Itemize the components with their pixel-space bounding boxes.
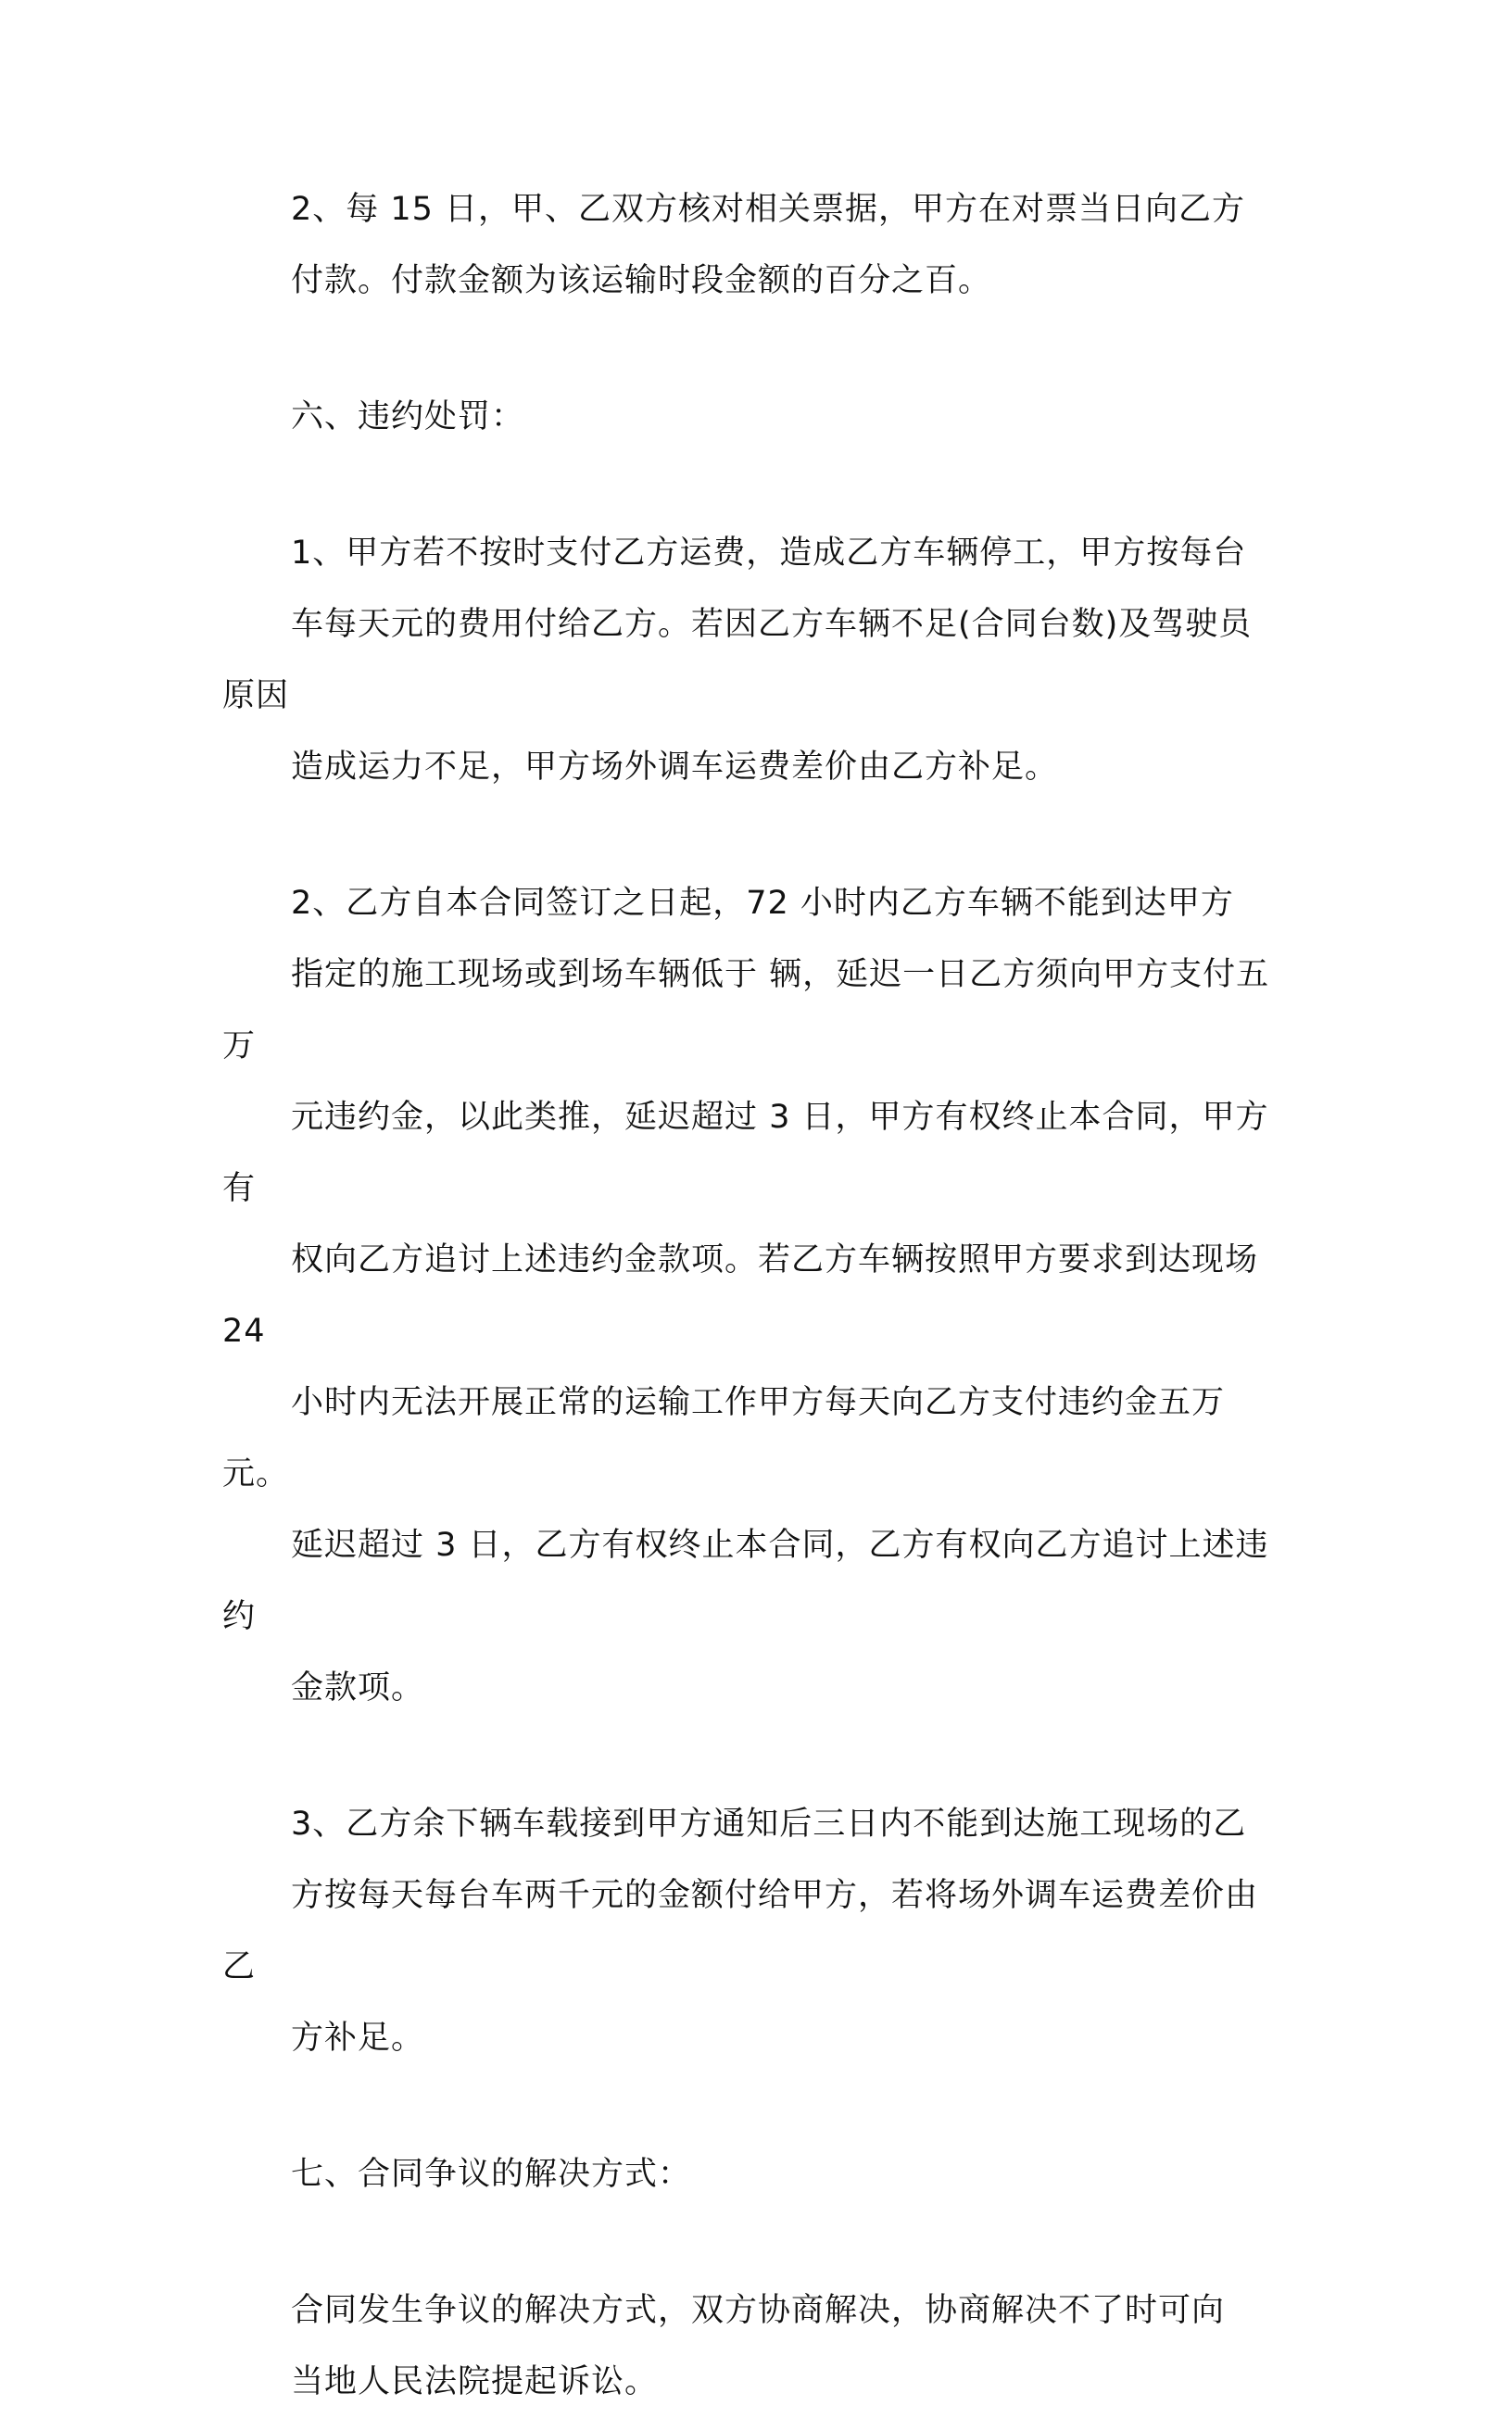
- text-line: 小时内无法开展正常的运输工作甲方每天向乙方支付违约金五万元。: [222, 1384, 1226, 1492]
- text-line: 权向乙方追讨上述违约金款项。若乙方车辆按照甲方要求到达现场 24: [222, 1241, 1259, 1350]
- text-line: 七、合同争议的解决方式：: [291, 2156, 692, 2193]
- paragraph-payment-2: [222, 174, 1283, 317]
- section-heading-penalty: [222, 382, 1283, 453]
- document-body: [222, 174, 1283, 2418]
- text-line: 元违约金，以此类推，延迟超过 3 日，甲方有权终止本合同，甲方有: [222, 1099, 1269, 1207]
- text-line: 1、甲方若不按时支付乙方运费，造成乙方车辆停工，甲方按每台: [291, 535, 1247, 572]
- paragraph-dispute: [222, 2275, 1283, 2418]
- text-line: 合同发生争议的解决方式，双方协商解决，协商解决不了时可向: [291, 2292, 1226, 2329]
- text-line: 2、乙方自本合同签订之日起，72 小时内乙方车辆不能到达甲方: [291, 885, 1234, 922]
- text-line: 金款项。: [291, 1669, 425, 1706]
- text-line: 付款。付款金额为该运输时段金额的百分之百。: [291, 262, 992, 299]
- text-line: 方补足。: [291, 2020, 425, 2057]
- section-heading-dispute: [222, 2139, 1283, 2210]
- paragraph-penalty-2: [222, 868, 1283, 1724]
- text-line: 指定的施工现场或到场车辆低于 辆，延迟一日乙方须向甲方支付五万: [222, 956, 1270, 1064]
- text-line: 延迟超过 3 日，乙方有权终止本合同，乙方有权向乙方追讨上述违约: [222, 1527, 1269, 1635]
- text-line: 3、乙方余下辆车载接到甲方通知后三日内不能到达施工现场的乙: [291, 1806, 1247, 1843]
- text-line: 当地人民法院提起诉讼。: [291, 2363, 659, 2400]
- paragraph-penalty-3: [222, 1789, 1283, 2074]
- text-line: 造成运力不足，甲方场外调车运费差价由乙方补足。: [291, 749, 1059, 786]
- paragraph-penalty-1: [222, 518, 1283, 803]
- text-line: 2、每 15 日，甲、乙双方核对相关票据，甲方在对票当日向乙方: [291, 191, 1246, 228]
- text-line: 车每天元的费用付给乙方。若因乙方车辆不足(合同台数)及驾驶员原因: [222, 606, 1253, 714]
- text-line: 方按每天每台车两千元的金额付给甲方，若将场外调车运费差价由乙: [222, 1877, 1259, 1985]
- text-line: 六、违约处罚：: [291, 398, 525, 435]
